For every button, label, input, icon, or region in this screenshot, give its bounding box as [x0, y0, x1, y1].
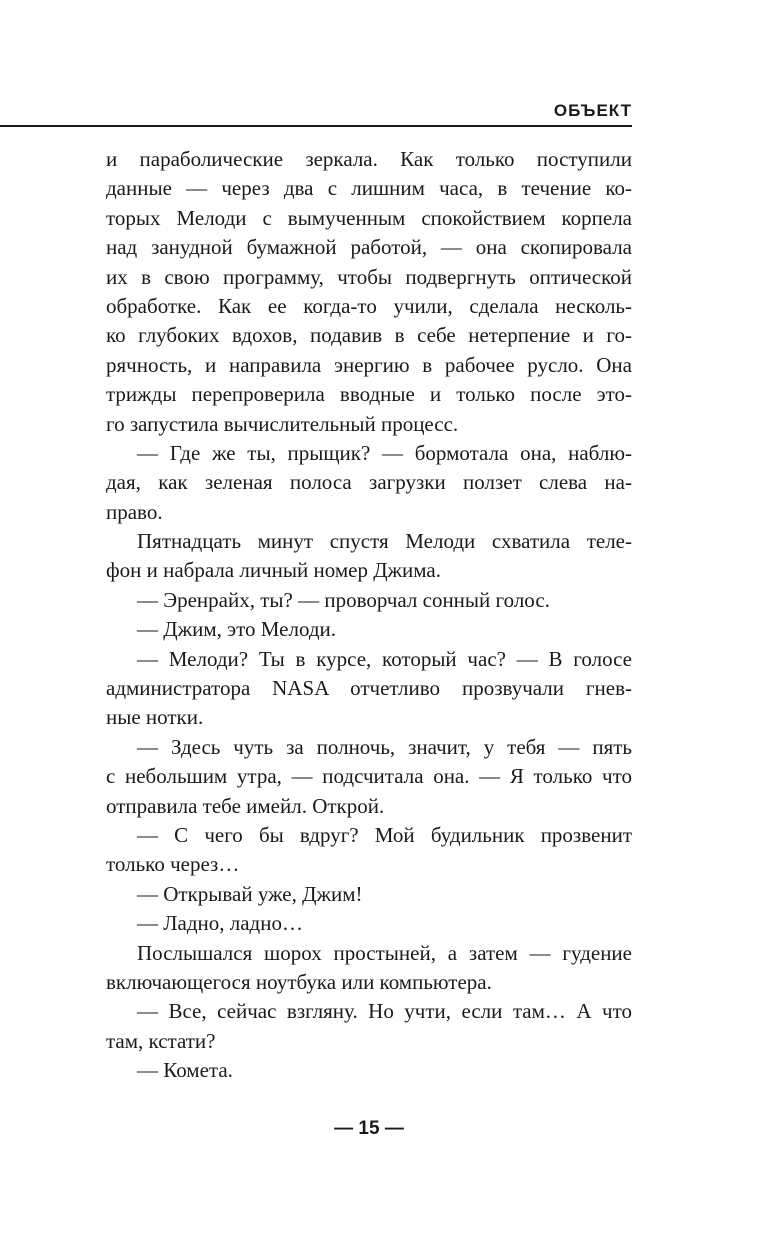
text-line: администратора NASA отчетливо прозвучали гнев-	[106, 676, 632, 701]
text-line: го запустила вычислительный процесс.	[106, 411, 459, 436]
text-line: — Эренрайх, ты? — проворчал сонный голос.	[137, 587, 550, 612]
text-line: — Где же ты, прыщик? — бормотала она, наблю-	[137, 440, 632, 465]
text-line: — Все, сейчас взгляну. Но учти, если там… А что	[137, 999, 632, 1024]
text-line: — Ладно, ладно…	[137, 911, 303, 936]
text-line: рячность, и направила энергию в рабочее русло. Она	[106, 352, 632, 377]
text-line: только через…	[106, 852, 240, 877]
text-line: там, кстати?	[106, 1028, 216, 1053]
text-line: Пятнадцать минут спустя Мелоди схватила теле-	[137, 529, 632, 554]
text-line: данные — через два с лишним часа, в течение ко-	[106, 176, 632, 201]
text-line: фон и набрала личный номер Джима.	[106, 558, 441, 583]
text-line: отправила тебе имейл. Открой.	[106, 793, 385, 818]
text-line: с небольшим утра, — подсчитала она. — Я только что	[106, 764, 632, 789]
page-number: — 15 —	[334, 1118, 404, 1139]
text-line: — Комета.	[137, 1058, 233, 1083]
text-line: — С чего бы вдруг? Мой будильник прозвенит	[137, 822, 632, 847]
text-line: — Открывай уже, Джим!	[137, 881, 363, 906]
text-line: — Мелоди? Ты в курсе, который час? — В голосе	[137, 646, 632, 671]
text-line: Послышался шорох простыней, а затем — гудение	[137, 940, 632, 965]
text-line: и параболические зеркала. Как только поступили	[106, 147, 632, 171]
text-line: ные нотки.	[106, 705, 204, 730]
running-head-title: ОБЪЕКТ	[553, 101, 632, 120]
text-line: включающегося ноутбука или компьютера.	[106, 969, 492, 994]
text-line: — Здесь чуть за полночь, значит, у тебя — пять	[137, 734, 632, 759]
text-line: дая, как зеленая полоса загрузки ползет слева на-	[106, 470, 632, 495]
text-line: ко глубоких вдохов, подавив в себе нетерпение и го-	[106, 323, 632, 348]
page-body-text	[106, 145, 632, 1086]
text-line: торых Мелоди с вымученным спокойствием корпела	[106, 205, 632, 230]
text-line: обработке. Как ее когда-то учили, сделала несколь-	[106, 293, 632, 318]
text-line: их в свою программу, чтобы подвергнуть оптической	[106, 264, 632, 289]
text-line: право.	[106, 499, 163, 524]
text-line: над занудной бумажной работой, — она скопировала	[106, 235, 632, 260]
text-line: трижды перепроверила вводные и только после это-	[106, 382, 632, 407]
text-line: — Джим, это Мелоди.	[137, 617, 337, 642]
header-rule	[0, 125, 632, 127]
